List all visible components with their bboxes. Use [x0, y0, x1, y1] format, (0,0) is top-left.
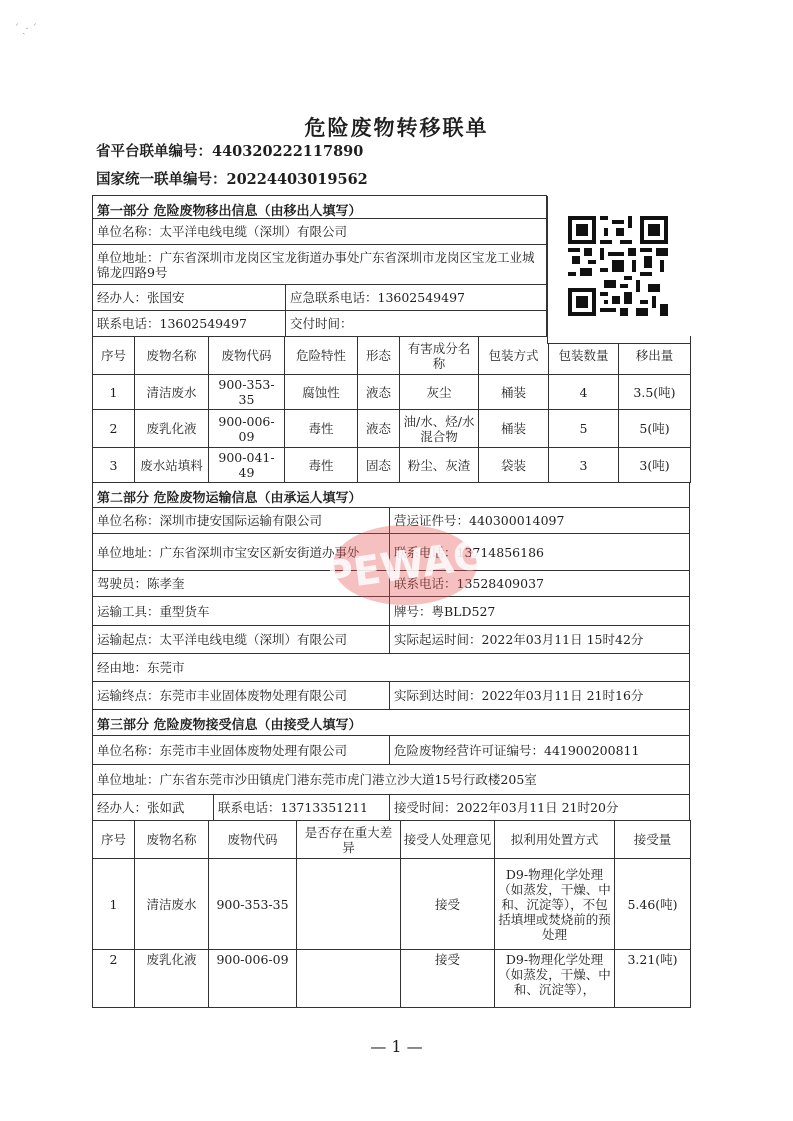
- table-cell: 3.5(吨): [619, 375, 691, 410]
- table-cell: 固态: [358, 448, 400, 483]
- part2-vehicle: 运输工具：重型货车: [97, 603, 210, 619]
- part3-handler: 经办人：张如武: [97, 800, 185, 815]
- page-title: 危险废物转移联单: [304, 115, 489, 140]
- part2-end: 运输终点：东莞市丰业固体废物处理有限公司: [97, 688, 348, 703]
- table-cell: 900-006-09: [209, 410, 285, 448]
- table-row: [93, 859, 691, 950]
- col-header: 危险特性: [285, 337, 358, 375]
- table-cell: 粉尘、灰渣: [400, 448, 479, 483]
- col-header: 移出量: [619, 337, 691, 375]
- table-cell: 油/水、烃/水混合物: [400, 410, 479, 448]
- table-cell: 腐蚀性: [285, 375, 358, 410]
- table-cell: 900-041-49: [209, 448, 285, 483]
- part1-emergency-phone: 应急联系电话：13602549497: [285, 285, 546, 310]
- col-header: 废物名称: [135, 337, 209, 375]
- table-cell: 900-353-35: [209, 375, 285, 410]
- part2-unit-address: 单位地址：广东省深圳市宝安区新安街道办事处: [97, 544, 360, 560]
- table-row: [93, 950, 691, 1008]
- part3-address-row: [92, 765, 690, 795]
- table-cell: 5.46(吨): [615, 859, 691, 950]
- col-header: 是否存在重大差异: [297, 821, 401, 859]
- table-cell: [297, 950, 401, 1008]
- table-cell: 1: [93, 375, 135, 410]
- table-cell: 接受: [401, 859, 495, 950]
- national-number: 国家统一联单编号：20224403019562: [96, 171, 368, 188]
- part1-unit-address: 单位地址：广东省深圳市龙岗区宝龙街道办事处广东省深圳市龙岗区宝龙工业城锦龙四路9号: [97, 249, 535, 280]
- col-header: 有害成分名称: [400, 337, 479, 375]
- table-cell: 2: [93, 950, 135, 1008]
- part3-waste-table: [92, 820, 691, 1008]
- table-row: [93, 375, 691, 410]
- part2-heading-row: [92, 482, 690, 508]
- table-cell: 袋装: [479, 448, 549, 483]
- part3-unit-name: 单位名称：东莞市丰业固体废物处理有限公司: [97, 742, 348, 758]
- part2-end-row: [92, 682, 690, 710]
- part2-license: 营运证件号：440300014097: [389, 508, 689, 533]
- col-header: 废物代码: [209, 337, 285, 375]
- table-row: [93, 448, 691, 483]
- part2-contact-phone: 联系电话：13714856186: [389, 534, 689, 570]
- part2-driver-phone: 联系电话：13528409037: [389, 571, 689, 596]
- part1-contact-phone: 联系电话：13602549497: [97, 316, 247, 331]
- part3-handler-row: [92, 795, 690, 821]
- part1-unit-name: 单位名称：太平洋电线电缆（深圳）有限公司: [97, 224, 348, 239]
- part2-start-row: [92, 626, 690, 654]
- table-cell: 3: [93, 448, 135, 483]
- part2-arrive-time: 实际到达时间：2022年03月11日 21时16分: [389, 682, 689, 709]
- table-cell: 毒性: [285, 410, 358, 448]
- table-cell: 2: [93, 410, 135, 448]
- col-header: 序号: [93, 821, 135, 859]
- part1-heading-row: [92, 195, 547, 219]
- part3-contact-phone: 联系电话：13713351211: [213, 795, 389, 820]
- part1-handler: 经办人：张国安: [97, 290, 185, 305]
- table-cell: 清洁废水: [135, 375, 209, 410]
- col-header: 形态: [358, 337, 400, 375]
- col-header: 废物代码: [209, 821, 297, 859]
- part2-via: 经由地：东莞市: [97, 660, 185, 675]
- part3-heading: 第三部分 危险废物接受信息（由接受人填写）: [97, 718, 362, 733]
- table-cell: 900-353-35: [209, 859, 297, 950]
- watermark-stamp: [330, 523, 480, 607]
- table-cell: 1: [93, 859, 135, 950]
- part2-start-time: 实际起运时间：2022年03月11日 15时42分: [389, 626, 689, 653]
- col-header: 拟利用处置方式: [495, 821, 615, 859]
- table-cell: 毒性: [285, 448, 358, 483]
- part3-unit-address: 单位地址：广东省东莞市沙田镇虎门港东莞市虎门港立沙大道15号行政楼205室: [97, 772, 537, 787]
- table-cell: 废乳化液: [135, 950, 209, 1008]
- table-cell: 废乳化液: [135, 410, 209, 448]
- provincial-number: 省平台联单编号：440320222117890: [96, 143, 364, 160]
- qr-code-icon: [568, 216, 668, 316]
- stamp-text: PEWAG: [330, 531, 480, 601]
- col-header: 接受量: [615, 821, 691, 859]
- table-cell: 灰尘: [400, 375, 479, 410]
- table-cell: 桶装: [479, 375, 549, 410]
- part3-receive-time: 接受时间：2022年03月11日 21时20分: [389, 795, 689, 820]
- table-cell: 桶装: [479, 410, 549, 448]
- table-cell: 4: [549, 375, 619, 410]
- part1-waste-table: [92, 336, 691, 483]
- page-number: — 1 —: [370, 1037, 423, 1056]
- part1-contact-row: [92, 311, 547, 337]
- col-header: 包装数量: [549, 337, 619, 375]
- part1-unit-name-row: [92, 219, 547, 245]
- part2-unit-name: 单位名称：深圳市捷安国际运输有限公司: [97, 513, 323, 528]
- part3-unit-row: [92, 736, 690, 765]
- scan-mark: ˊ ˏ· ˊ: [14, 24, 37, 35]
- table-cell: 3(吨): [619, 448, 691, 483]
- part3-heading-row: [92, 710, 690, 736]
- table-cell: 5: [549, 410, 619, 448]
- part2-heading: 第二部分 危险废物运输信息（由承运人填写）: [97, 491, 362, 506]
- table-cell: 清洁废水: [135, 859, 209, 950]
- col-header: 序号: [93, 337, 135, 375]
- part2-start: 运输起点：太平洋电线电缆（深圳）有限公司: [97, 632, 348, 647]
- table-cell: 废水站填料: [135, 448, 209, 483]
- part2-plate: 牌号：粤BLD527: [389, 597, 689, 625]
- table-cell: 液态: [358, 410, 400, 448]
- part2-via-row: [92, 654, 690, 682]
- table-cell: 接受: [401, 950, 495, 1008]
- part3-table-header: [93, 821, 691, 859]
- col-header: 包装方式: [479, 337, 549, 375]
- part2-driver: 驾驶员：陈孝奎: [97, 576, 185, 591]
- part3-permit: 危险废物经营许可证编号：441900200811: [389, 736, 689, 764]
- table-cell: 3.21(吨): [615, 950, 691, 1008]
- part1-heading: 第一部分 危险废物移出信息（由移出人填写）: [97, 204, 362, 219]
- table-cell: 3: [549, 448, 619, 483]
- table-cell: 5(吨): [619, 410, 691, 448]
- part1-handover-time: 交付时间：: [285, 311, 546, 336]
- table-cell: [297, 859, 401, 950]
- table-row: [93, 410, 691, 448]
- table-cell: D9-物理化学处理（如蒸发，干燥、中和、沉淀等），不包括填埋或焚烧前的预处理: [495, 859, 615, 950]
- part1-handler-row: [92, 285, 547, 311]
- part1-unit-address-row: [92, 245, 547, 285]
- col-header: 接受人处理意见: [401, 821, 495, 859]
- table-cell: D9-物理化学处理（如蒸发，干燥、中和、沉淀等），: [495, 950, 615, 1008]
- col-header: 废物名称: [135, 821, 209, 859]
- table-cell: 900-006-09: [209, 950, 297, 1008]
- qr-code-box: [547, 196, 690, 344]
- table-cell: 液态: [358, 375, 400, 410]
